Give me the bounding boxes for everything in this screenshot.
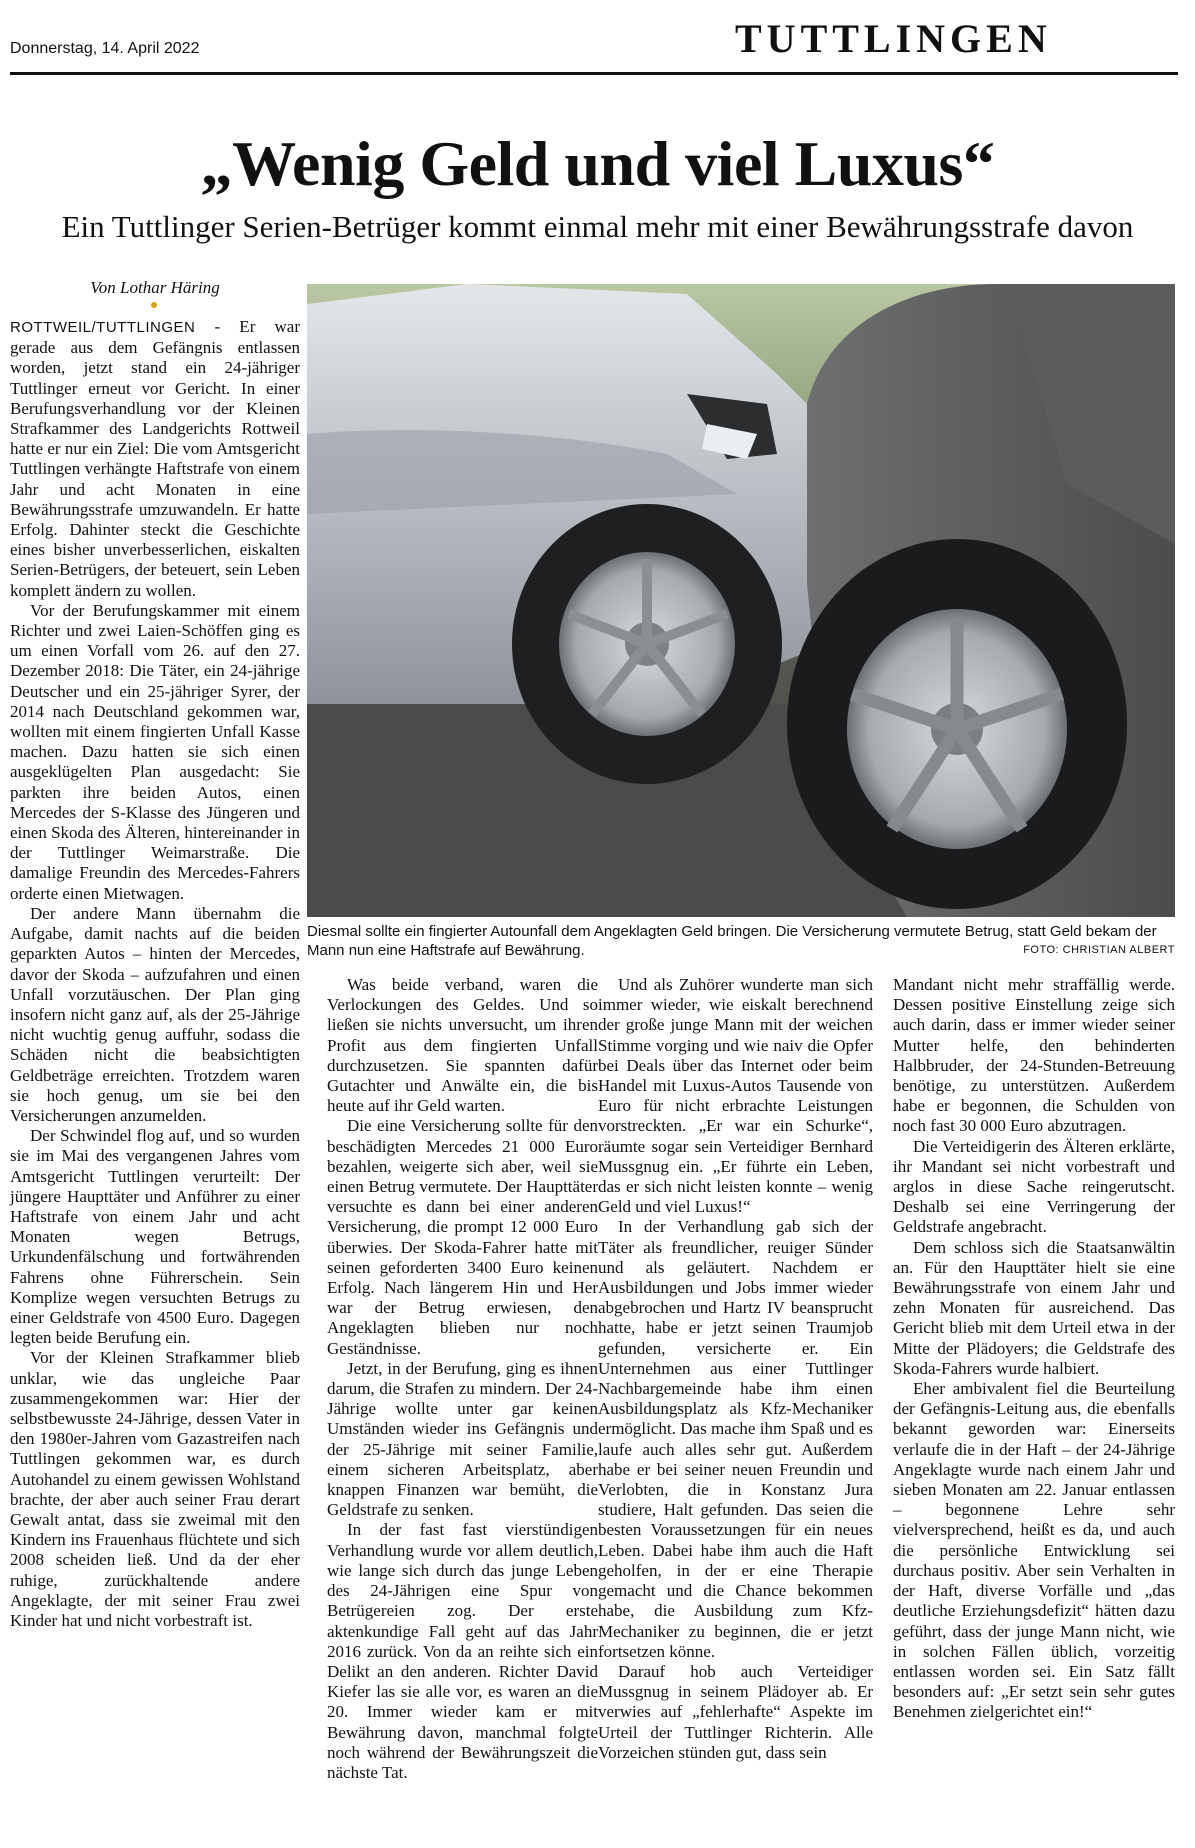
article-paragraph: Darauf hob auch Verteidiger Mussgnug in seinem Plädoyer ab. Er verwies auf „fehlerhafte“ Aspekte im Urteil der Tuttlinger Richterin. Alle Vorzeichen stünden gut, dass sein: [598, 1661, 873, 1762]
article-paragraph: Der Schwindel flog auf, und so wurden sie im Mai des vergangenen Jahres vom Amtsgericht Tuttlingen verurteilt: Der jüngere Haupttäter und Anführer zu einer Haftstrafe von einem Jahr und acht Monaten wegen Betrugs, Urkundenfälschung und fortwährenden Fahrens ohne Führerschein. Sein Komplize wegen versuchten Betrugs zu einer Geldstrafe von 4500 Euro. Dagegen legten beide Berufung ein.: [10, 1126, 300, 1348]
article-paragraph: Und als Zuhörer wunderte man sich immer wieder, wie eiskalt berechnend der große junge Mann mit der weichen Stimme vorging und wie naiv die Opfer bei Deals über das Internet oder beim Handel mit Luxus-Autos Tausende von Euro für nicht erbrachte Leistungen vorstreckten. „Er war ein Schurke“, räumte sogar sein Verteidiger Bernhard Mussgnug ein. „Er führte ein Leben, das er sich nicht leisten konnte – wenig Geld und viel Luxus!“: [598, 975, 873, 1217]
byline-dot: [151, 302, 157, 308]
masthead-divider: [10, 72, 1178, 75]
photo-credit: FOTO: CHRISTIAN ALBERT: [1023, 944, 1175, 956]
article-paragraph: Mandant nicht mehr straffällig werde. Dessen positive Einstellung zeige sich auch darin, dass er immer wieder seiner Mutter helfe, den behinderten Halbbruder, der 24-Stunden-Betreuung benötige, zu unterstützen. Außerdem habe er begonnen, die Schulden von noch fast 30 000 Euro abzutragen.: [893, 975, 1175, 1136]
article-paragraph: Eher ambivalent fiel die Beurteilung der Gefängnis-Leitung aus, die ebenfalls bekannt geworden war: Einerseits verlaufe die in der Haft – der 24-Jährige Angeklagte wurde nach einem Jahr und sieben Monaten am 22. Januar entlassen – begonnene Lehre sehr vielversprechend, heißt es da, und auch die persönliche Entwicklung sei durchaus positiv. Aber sein Verhalten in der Haft, diverse Vorfälle und „das deutliche Erziehungsdefizit“ hätten dazu geführt, dass der junge Mann nicht, wie in solchen Fällen üblich, vorzeitig entlassen worden sei. Ein Satz fällt besonders auf: „Er setzt sein sehr gutes Benehmen zielgerichtet ein!“: [893, 1379, 1175, 1722]
article-column-2: [327, 975, 598, 1783]
lead-text: - Er war gerade aus dem Gefängnis entlassen worden, jetzt stand ein 24-jähriger Tuttlinger erneut vor Gericht. In einer Berufungsverhandlung vor der Kleinen Strafkammer des Landgerichts Rottweil hatte er nur ein Ziel: Die vom Amtsgericht Tuttlingen verhängte Haftstrafe von einem Jahr und acht Monaten in eine Bewährungsstrafe umzuwandeln. Er hatte Erfolg. Dahinter steckt die Geschichte eines bisher unverbesserlichen, eiskalten Serien-Betrügers, der beteuert, sein Leben komplett ändern zu wollen.: [10, 317, 300, 600]
article-column-1: [10, 317, 300, 1631]
article-paragraph: Jetzt, in der Berufung, ging es ihnen darum, die Strafen zu mindern. Der 24-Jährige wollte unter gar keinen Umständen wieder ins Gefängnis und der 25-Jährige mit seiner Familie, einem sicheren Arbeitsplatz, aber knappen Finanzen war bemüht, die Geldstrafe zu senken.: [327, 1358, 598, 1520]
dateline: ROTTWEIL/TUTTLINGEN: [10, 319, 196, 336]
article-paragraph: Die eine Versicherung sollte für den beschädigten Mercedes 21 000 Euro bezahlen, weigerte sich aber, weil sie einen Betrug vermutete. Der Haupttäter versuchte es dann bei einer anderen Versicherung, die prompt 12 000 Euro überwies. Der Skoda-Fahrer hatte mit seinen geforderten 3400 Euro keinen Erfolg. Nach längerem Hin und Her war der Betrug erwiesen, den Angeklagten blieben nur noch Geständnisse.: [327, 1116, 598, 1358]
article-photo: [307, 284, 1175, 917]
headline: „Wenig Geld und viel Luxus“: [200, 128, 995, 199]
article-paragraph: Die Verteidigerin des Älteren erklärte, ihr Mandant sei nicht vorbestraft und arglos in diese Sache reingerutscht. Deshalb sei eine Verringerung der Geldstrafe angebracht.: [893, 1136, 1175, 1237]
subheadline: Ein Tuttlinger Serien-Betrüger kommt einmal mehr mit einer Bewährungsstrafe davon: [61, 209, 1134, 244]
article-paragraph: In der fast fast vierstündigen Verhandlung wurde vor allem deutlich, wie lange sich durch das junge Leben des 24-Jährigen eine Spur von Betrügereien zog. Der erste aktenkundige Fall geht auf das Jahr 2016 zurück. Von da an reihte sich ein Delikt an den anderen. Richter David Kiefer las sie alle vor, es waren an die 20. Immer wieder kam er mit Bewährung davon, manchmal folgte noch während der Bewährungszeit die nächste Tat.: [327, 1520, 598, 1782]
section-title: TUTTLINGEN: [735, 16, 1052, 61]
article-paragraph: Was beide verband, waren die Verlockungen des Geldes. Und so ließen sie nichts unversucht, um ihren Profit aus dem fingierten Unfall durchzusetzen. Sie spannten dafür Gutachter und Anwälte ein, die bis heute auf ihr Geld warten.: [327, 975, 598, 1116]
article-paragraph: Vor der Kleinen Strafkammer blieb unklar, wie das ungleiche Paar zusammengekommen war: Hier der selbstbewusste 24-Jährige, dessen Vater in den 1980er-Jahren vom Gazastreifen nach Tuttlingen gekommen war, es durch Autohandel zu einem gewissen Wohlstand brachte, der aber auch seiner Frau derart Gewalt antat, dass sie zweimal mit den Kindern ins Frauenhaus flüchtete und sich 2008 scheiden ließ. Und da der eher ruhige, zurückhaltende andere Angeklagte, der mit seiner Frau zwei Kinder hat und nicht vorbestraft ist.: [10, 1348, 300, 1630]
byline: Von Lothar Häring: [90, 278, 220, 297]
issue-date: Donnerstag, 14. April 2022: [10, 40, 200, 57]
article-paragraph: In der Verhandlung gab sich der Täter als freundlicher, reuiger Sünder und als geläutert. Nachdem er Ausbildungen und Jobs immer wieder abgebrochen und Hartz IV beansprucht hatte, habe er jetzt seinen Traumjob gefunden, versicherte er. Ein Unternehmen aus einer Tuttlinger Nachbargemeinde habe ihm einen Ausbildungsplatz als Kfz-Mechaniker ermöglicht. Das mache ihm Spaß und es laufe auch alles sehr gut. Außerdem habe er bei seiner neuen Freundin und Verlobten, die in Konstanz Jura studiere, Halt gefunden. Das seien die besten Voraussetzungen für ein neues Leben. Dabei habe ihm auch die Haft geholfen, in der er eine Therapie gemacht und die Chance bekommen habe, die Ausbildung zum Kfz-Mechaniker zu beginnen, die er jetzt fortsetzen könne.: [598, 1217, 873, 1661]
car-crash-photo: [307, 284, 1175, 917]
article-paragraph: Der andere Mann übernahm die Aufgabe, damit nachts auf die beiden geparkten Autos – hinten der Mercedes, davor der Skoda – aufzufahren und einen Unfall vorzutäuschen. Der Plan ging insofern nicht ganz auf, als der 25-Jährige nicht wuchtig genug auffuhr, sodass die Schäden nicht die beabsichtigten Geldbeträge erreichten. Trotzdem waren sie hoch genug, um sie bei den Versicherungen anzumelden.: [10, 903, 300, 1125]
article-paragraph: [10, 317, 300, 601]
article-paragraph: Dem schloss sich die Staatsanwältin an. Für den Haupttäter hielt sie eine Bewährungsstrafe von einem Jahr und zehn Monaten für ausreichend. Das Gericht blieb mit dem Urteil etwa in der Mitte der Plädoyers; die Geldstrafe des Skoda-Fahrers wurde halbiert.: [893, 1237, 1175, 1378]
article-column-4: [893, 975, 1175, 1723]
photo-caption: Diesmal sollte ein fingierter Autounfall dem Angeklagten Geld bringen. Die Versicherung vermutete Betrug, statt Geld bekam der Mann nun eine Haftstrafe auf Bewährung.: [307, 923, 1157, 959]
article-paragraph: Vor der Berufungskammer mit einem Richter und zwei Laien-Schöffen ging es um einen Vorfall vom 26. auf den 27. Dezember 2018: Die Täter, ein 24-jährige Deutscher und ein 25-jähriger Syrer, der 2014 nach Deutschland gekommen war, wollten mit einem fingierten Unfall Kasse machen. Dazu hatten sie sich einen ausgeklügelten Plan ausgedacht: Sie parkten ihre beiden Autos, einen Mercedes der S-Klasse des Jüngeren und einen Skoda des Älteren, hintereinander in der Tuttlinger Weimarstraße. Die damalige Freundin des Mercedes-Fahrers orderte einen Mietwagen.: [10, 600, 300, 903]
article-column-3: [598, 975, 873, 1763]
